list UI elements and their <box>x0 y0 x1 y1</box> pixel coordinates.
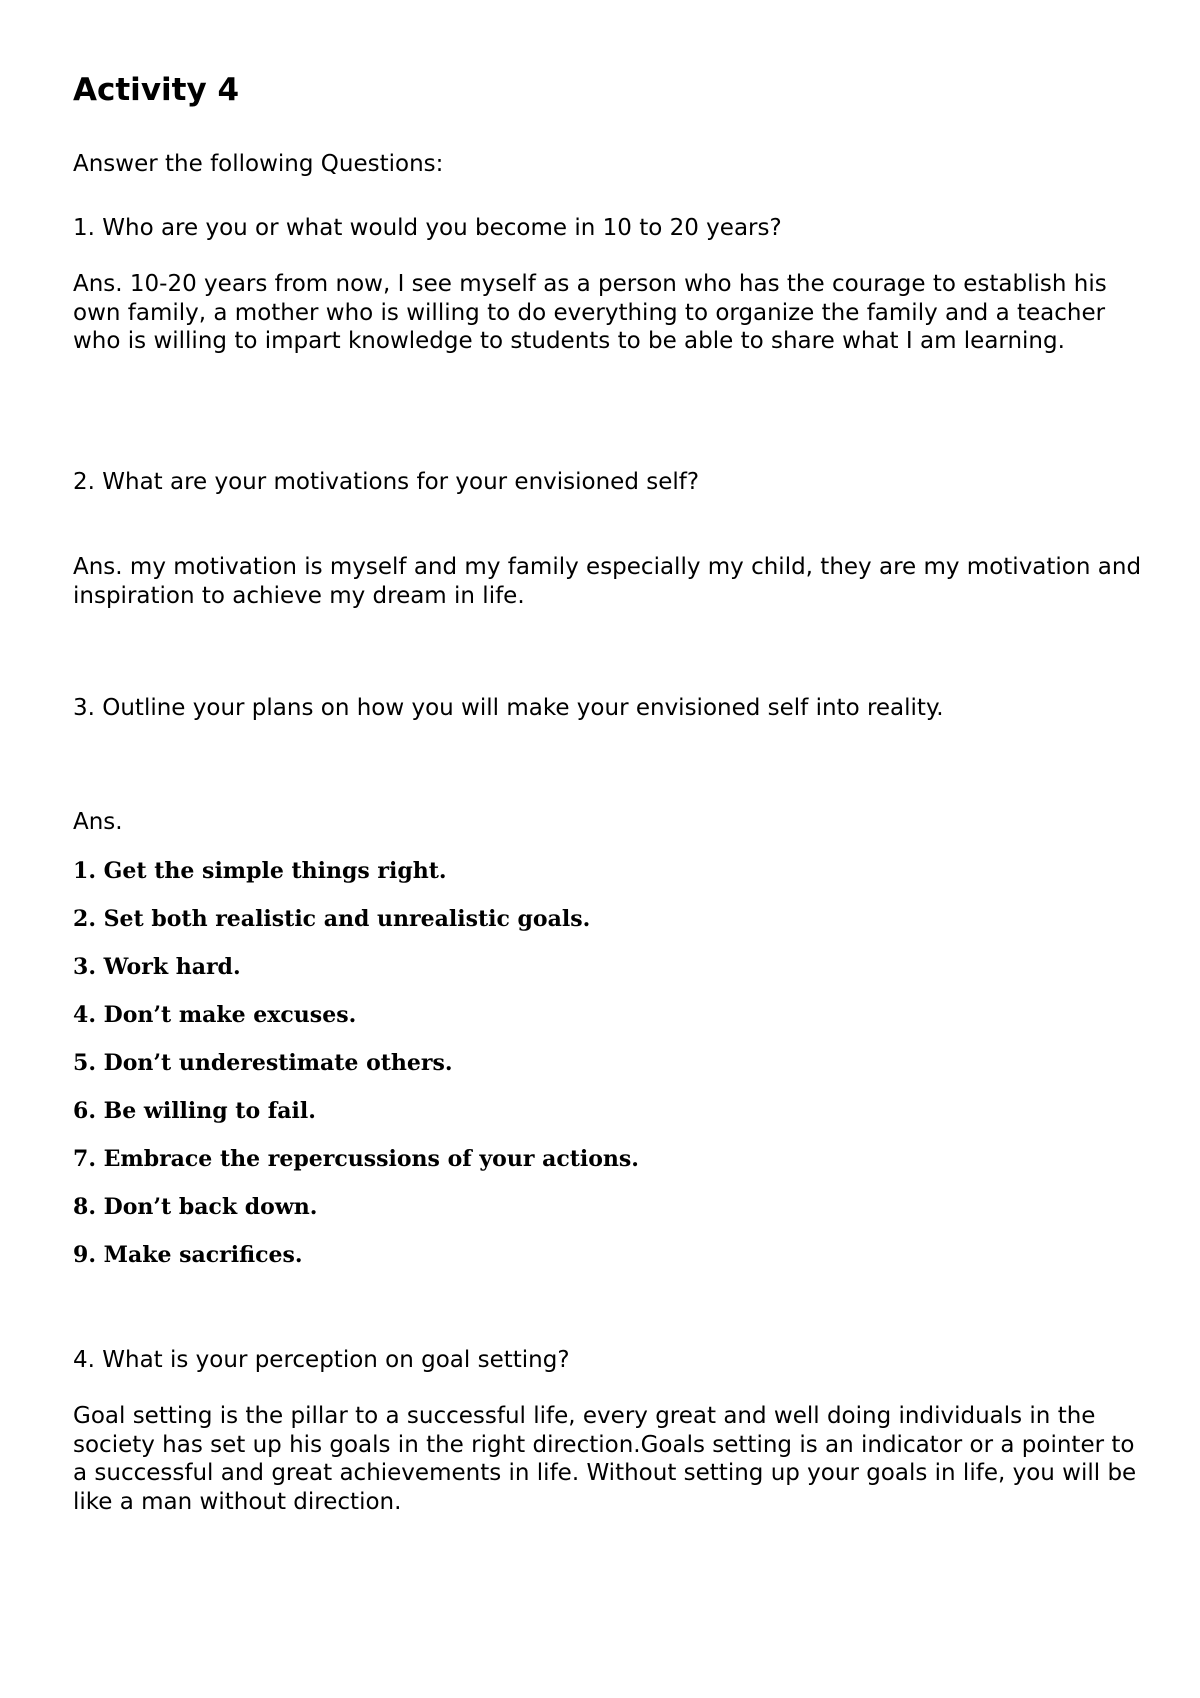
instruction-text: Answer the following Questions: <box>73 151 444 177</box>
plan-item <box>73 1001 639 1049</box>
plan-item <box>73 905 639 953</box>
plan-number: 7 . <box>73 1146 104 1172</box>
plan-item <box>73 857 639 905</box>
plan-number: 1 . <box>73 858 104 884</box>
document-title: Activity 4 <box>73 72 240 108</box>
plan-number: 3 . <box>73 954 104 980</box>
plan-text: Get the simple things right. <box>103 858 447 884</box>
question-3: 3. Outline your plans on how you will make your envisioned self into reality. <box>73 695 944 721</box>
plan-item <box>73 1097 639 1145</box>
plan-number: 6 . <box>73 1098 104 1124</box>
plan-number: 4 . <box>73 1002 104 1028</box>
plan-text: Make sacrifices. <box>103 1242 303 1268</box>
plan-number: 5 . <box>73 1050 104 1076</box>
plan-item <box>73 1049 639 1097</box>
plan-item <box>73 1241 639 1289</box>
plan-item <box>73 1145 639 1193</box>
answer-4: Goal setting is the pillar to a successful life, every great and well doing individuals in the society has set up his goals in the right direction.Goals setting is an indicator or a pointer to a successful and great achievements in life. Without setting up your goals in life, you will be like a man without direction. <box>73 1403 1137 1515</box>
plan-text: Don’t underestimate others. <box>103 1050 453 1076</box>
plan-number: 9 . <box>73 1242 104 1268</box>
plan-text: Don’t make excuses. <box>103 1002 357 1028</box>
plan-text: Embrace the repercussions of your actions. <box>103 1146 639 1172</box>
plan-text: Don’t back down. <box>103 1194 318 1220</box>
answer-1: Ans. 10-20 years from now, I see myself as a person who has the courage to establish his own family, a mother who is willing to do everything to organize the family and a teacher who is willing to impart knowledge to students to be able to share what I am learning. <box>73 271 1107 354</box>
plan-number: 2 . <box>73 906 104 932</box>
plan-text: Set both realistic and unrealistic goals. <box>103 906 591 932</box>
question-4: 4. What is your perception on goal setting? <box>73 1347 570 1373</box>
question-1: 1. Who are you or what would you become in 10 to 20 years? <box>73 215 782 241</box>
answer-3-label: Ans. <box>73 809 123 835</box>
plan-number: 8 . <box>73 1194 104 1220</box>
plan-item <box>73 1193 639 1241</box>
plan-text: Be willing to fail. <box>103 1098 316 1124</box>
plans-list <box>73 857 639 1289</box>
plan-text: Work hard. <box>103 954 241 980</box>
plan-item <box>73 953 639 1001</box>
question-2: 2. What are your motivations for your envisioned self? <box>73 469 700 495</box>
answer-2: Ans. my motivation is myself and my family especially my child, they are my motivation and inspiration to achieve my dream in life. <box>73 554 1142 609</box>
